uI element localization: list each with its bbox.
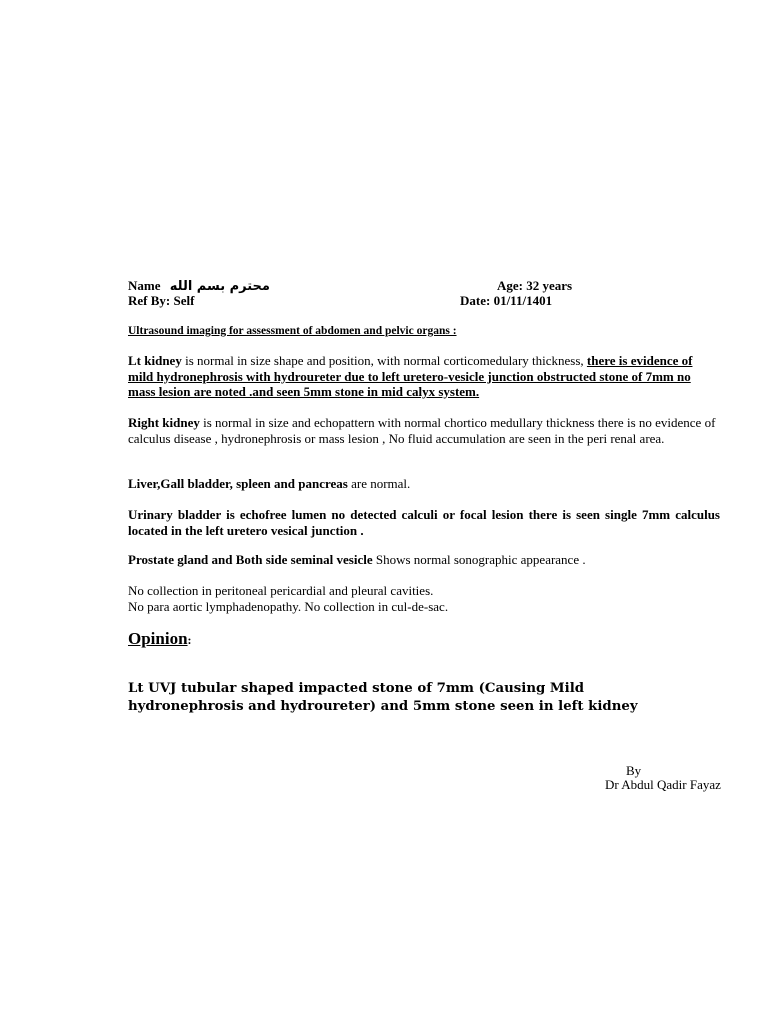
- liver-label: Liver,Gall bladder, spleen and pancreas: [128, 476, 348, 491]
- lt-kidney-label: Lt kidney: [128, 353, 182, 368]
- opinion-heading-colon: :: [187, 633, 192, 647]
- signature-by: By: [626, 763, 642, 778]
- collection-line-2: No para aortic lymphadenopathy. No collection in cul-de-sac.: [128, 598, 449, 614]
- lt-kidney-finding: there is evidence of mild hydronephrosis with hydroureter due to left uretero-vesicle junction obstructed stone of 7mm no mass lesion are noted .and seen 5mm stone in mid calyx system.: [128, 353, 693, 399]
- patient-name-value: محترم بسم الله: [169, 279, 270, 294]
- report-title: Ultrasound imaging for assessment of abdomen and pelvic organs :: [128, 325, 457, 337]
- patient-age: Age: 32 years: [497, 278, 573, 293]
- ref-by: Ref By: Self: [128, 293, 195, 308]
- opinion-heading: [128, 631, 192, 649]
- right-kidney-label: Right kidney: [128, 415, 200, 430]
- prostate-section: [128, 552, 720, 568]
- lt-kidney-section: [128, 353, 720, 400]
- liver-text: are normal.: [347, 476, 411, 491]
- opinion-heading-label: Opinion: [128, 629, 188, 648]
- signature-doctor: Dr Abdul Qadir Fayaz: [605, 777, 721, 792]
- right-kidney-section: [128, 415, 720, 446]
- collection-section: [128, 583, 720, 614]
- opinion-text: Lt UVJ tubular shaped impacted stone of 7mm (Causing Mild hydronephrosis and hydroureter) and 5mm stone seen in left kidney: [128, 681, 638, 714]
- collection-line-1: No collection in peritoneal pericardial and pleural cavities.: [128, 583, 434, 598]
- bladder-section: [128, 507, 720, 538]
- right-kidney-text: is normal in size and echopattern with normal chortico medullary thickness there is no evidence of calculus disease , hydronephrosis or mass lesion , No fluid accumulation are seen in the peri renal area.: [128, 415, 716, 446]
- bladder-text: Urinary bladder is echofree lumen no detected calculi or focal lesion there is seen single 7mm calculus located in the left uretero vesical junction .: [128, 507, 720, 538]
- name-label: Name: [128, 278, 161, 293]
- prostate-text: Shows normal sonographic appearance .: [372, 552, 586, 567]
- lt-kidney-normal-text: is normal in size shape and position, with normal corticomedulary thickness,: [181, 353, 587, 368]
- liver-section: [128, 476, 720, 492]
- prostate-label: Prostate gland and Both side seminal vesicle: [128, 552, 373, 567]
- report-date: Date: 01/11/1401: [460, 293, 553, 308]
